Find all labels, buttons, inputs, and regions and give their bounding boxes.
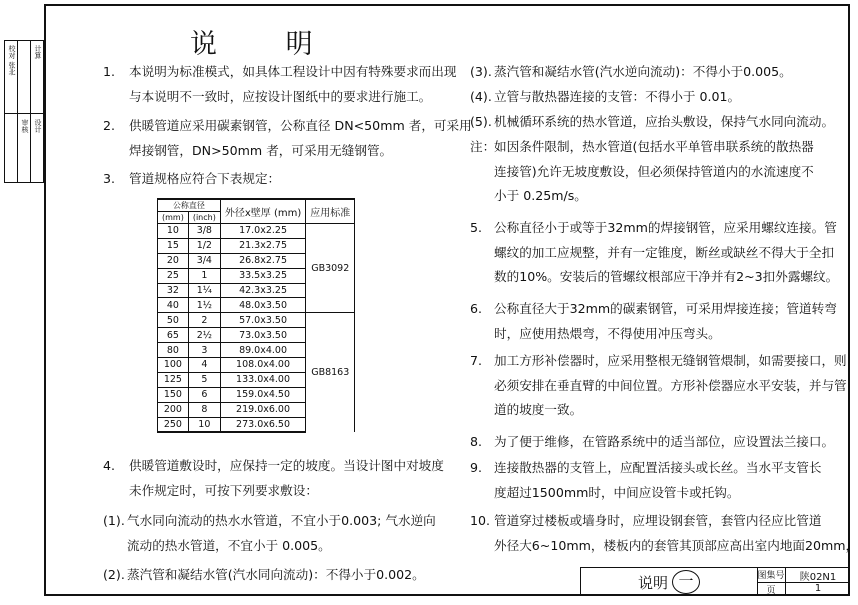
note-5: 5. 公称直径小于或等于32mm的焊接钢管，应采用螺纹连接。管 螺纹的加工应规整，并有一定锥度，断丝或缺丝不得大于全扣 数的10%。安装后的管螺纹根部应干净并有2~3扣外露螺纹。 (470, 220, 839, 285)
note-6: 6. 公称直径大于32mm的碳素钢管，可采用焊接连接；管道转弯 时，应使用热煨弯，不得使用冲压弯头。 (470, 301, 837, 341)
col-inch: (inch) (188, 212, 220, 224)
page-label: 页 (757, 583, 786, 596)
page-number: 1 (814, 583, 822, 594)
note-4: 4. 供暖管道敷设时，应保持一定的坡度。当设计图中对坡度 未作规定时，可按下列要求敷设： (103, 458, 444, 498)
pipe-spec-table: 公称直径 外径x壁厚 (mm) 应用标准 (mm) (inch) 10 3/8 17.0x2.25 GB3092 15 1/2 21.3x2.75 20 3/4 26.8x2.75 25 1 33.5x3.25 32 1¼ 42.3x3.25 40 1½ 48.0x3.50 50 2 57.0x3.50 GB8163 65 2½ 73.0x3.50 80 3 89.0x4.00 100 4 108.0x4.00 125 5 133.0x4.00 150 6 159.0x4.50 200 8 219.0x6.00 250 10 273.0x6.50 (157, 198, 355, 433)
col-group-nominal: 公称直径 (158, 199, 221, 212)
note-3: 3. 管道规格应符合下表规定： (103, 171, 281, 186)
title-block (580, 567, 850, 596)
note-4-4: (4). 立管与散热器连接的支管：不得小于 0.01。 (470, 89, 741, 104)
col-mm: (mm) (158, 212, 189, 224)
std-gb8163: GB8163 (306, 313, 355, 433)
note-4-1: (1). 气水同向流动的热水水管道，不宜小于0.003; 气水逆向 流动的热水管道，不宜小于 0.005。 (103, 513, 436, 553)
stamp-designer: 设计 (34, 119, 42, 133)
page-title: 说 明 (190, 29, 343, 60)
note-1: 1. 本说明为标准模式，如具体工程设计中因有特殊要求而出现 与本说明不一致时，应按设计图纸中的要求进行施工。 (103, 64, 457, 104)
note-8: 8. 为了便于维修，在管路系统中的适当部位，应设置法兰接口。 (470, 434, 835, 449)
stamp-calculator: 计算 (34, 45, 42, 59)
col-od: 外径x壁厚 (mm) (220, 199, 305, 224)
sheet-index: 一 (672, 570, 700, 594)
signature-strip (4, 40, 44, 183)
col-std: 应用标准 (306, 199, 355, 224)
atlas-label: 图集号 (757, 568, 786, 583)
remark: 注：如因条件限制，热水管道(包括水平单管串联系统的散热器 连接管)允许无坡度敷设，但必须保持管道内的水流速度不 小于 0.25m/s。 (470, 139, 814, 204)
note-4-3: (3). 蒸汽管和凝结水管(汽水逆向流动)：不得小于0.005。 (470, 64, 792, 79)
note-2: 2. 供暖管道应采用碳素钢管，公称直径 DN<50mm 者，可采用 焊接钢管，DN>50mm 者，可采用无缝钢管。 (103, 118, 472, 158)
stamp-checker: 校对 张北 (8, 45, 16, 76)
note-10: 10. 管道穿过楼板或墙身时，应埋设钢套管，套管内径应比管道 外径大6~10mm，楼板内的套管其顶部应高出室内地面20mm， (470, 513, 858, 553)
std-gb3092: GB3092 (306, 224, 355, 313)
note-7: 7. 加工方形补偿器时，应采用整根无缝钢管煨制，如需要接口，则 必须安排在垂直臂的中间位置。方形补偿器应水平安装，并与管 道的坡度一致。 (470, 353, 847, 418)
note-4-5: (5). 机械循环系统的热水管道，应抬头敷设，保持气水同向流动。 (470, 114, 835, 129)
note-4-2: (2). 蒸汽管和凝结水管(汽水同向流动)：不得小于0.002。 (103, 567, 425, 582)
note-9: 9. 连接散热器的支管上，应配置活接头或长丝。当水平支管长 度超过1500mm时，中间应设管卡或托钩。 (470, 460, 822, 500)
atlas-number: 陕02N1 (786, 568, 850, 583)
stamp-reviewer: 审核 (21, 119, 29, 133)
sheet-title: 说明 一 (581, 568, 758, 596)
